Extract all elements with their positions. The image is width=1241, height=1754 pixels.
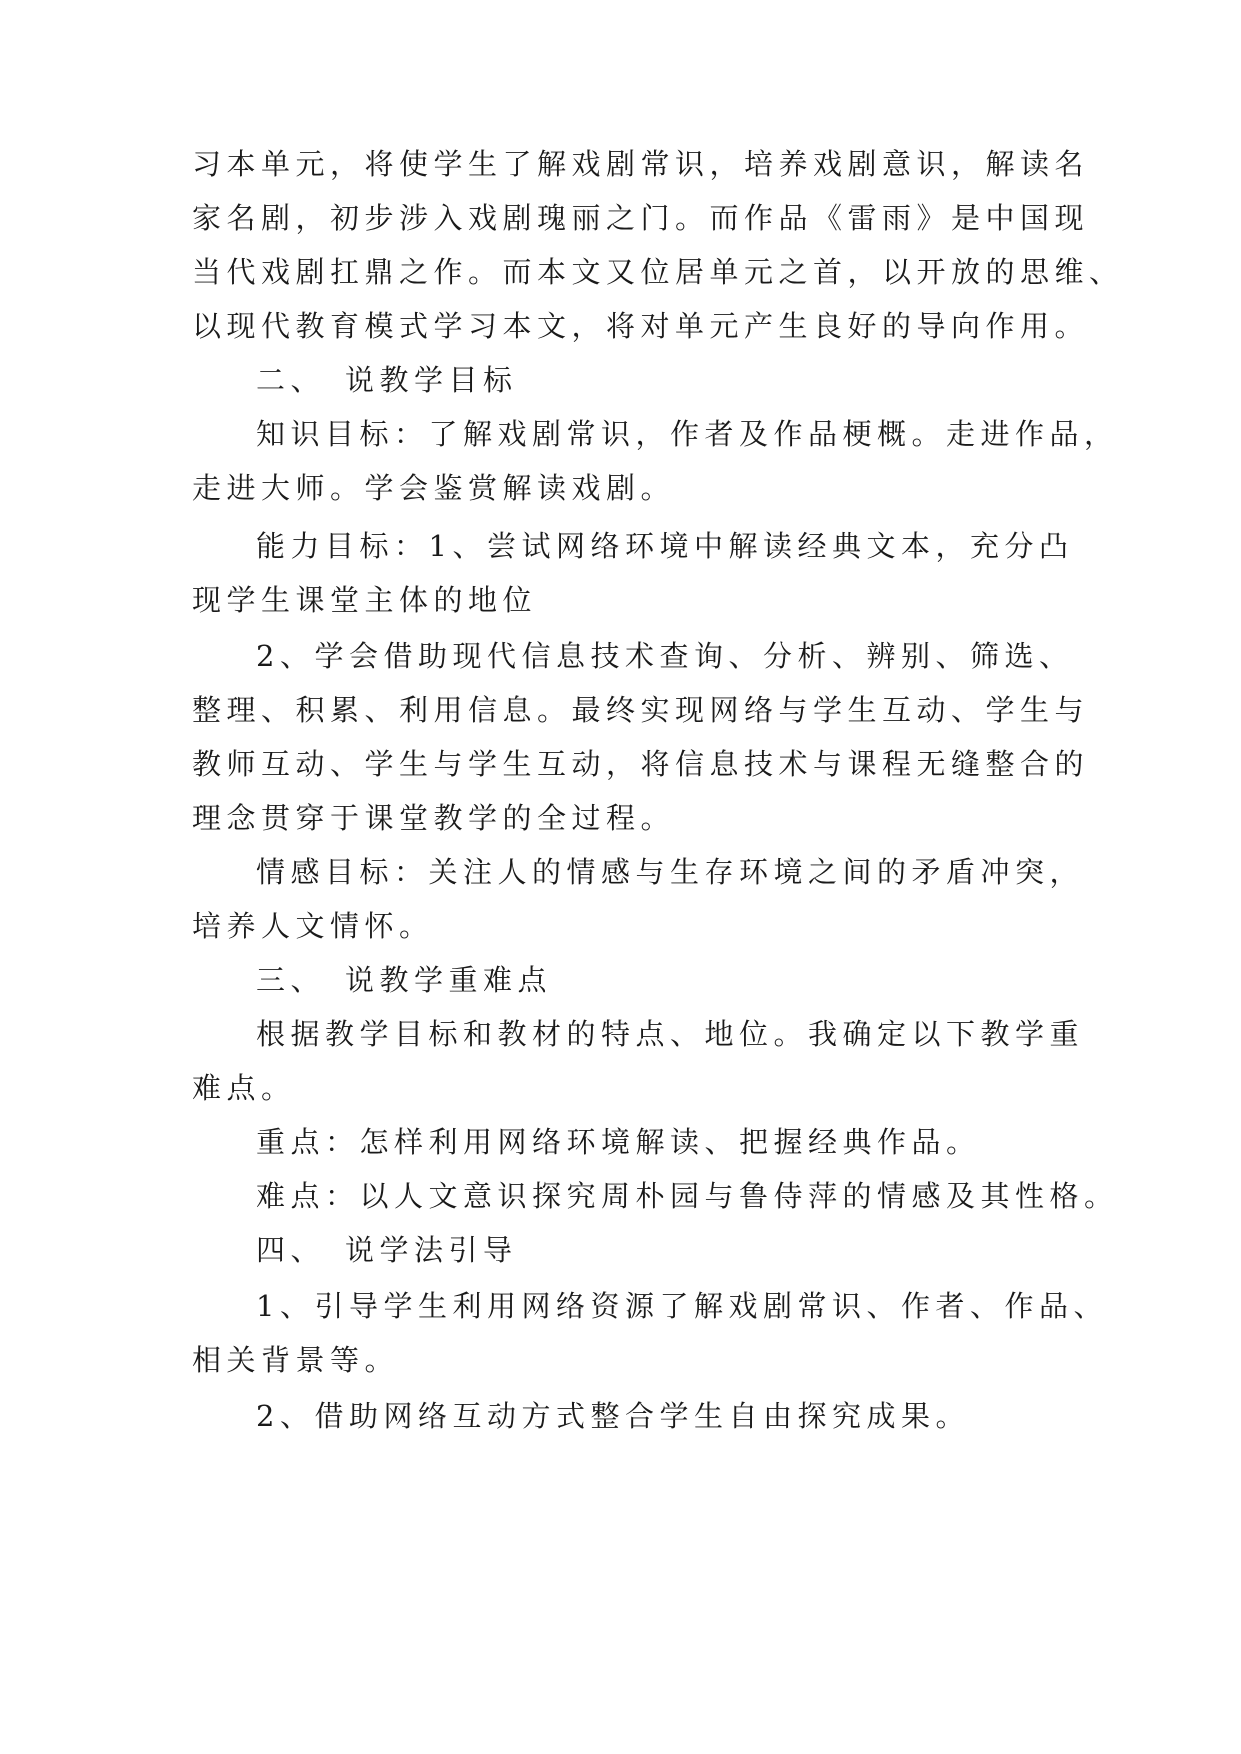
text-line: 难点：以人文意识探究周朴园与鲁侍萍的情感及其性格。: [256, 1179, 1119, 1213]
text-line: 重点：怎样利用网络环境解读、把握经典作品。: [256, 1125, 981, 1159]
section-heading: 二、 说教学目标: [256, 363, 518, 397]
text-line: 走进大师。学会鉴赏解读戏剧。: [192, 471, 676, 505]
text-line: 家名剧，初步涉入戏剧瑰丽之门。而作品《雷雨》是中国现: [192, 201, 1090, 235]
text-line: 培养人文情怀。: [192, 909, 434, 943]
text-line: 情感目标：关注人的情感与生存环境之间的矛盾冲突，: [256, 855, 1085, 889]
text-line: 现学生课堂主体的地位: [192, 583, 538, 617]
text-line: 以现代教育模式学习本文，将对单元产生良好的导向作用。: [192, 309, 1090, 343]
text-line: 相关背景等。: [192, 1343, 400, 1377]
section-heading: 四、 说学法引导: [256, 1233, 518, 1267]
text-line: 根据教学目标和教材的特点、地位。我确定以下教学重: [256, 1017, 1085, 1051]
text-line: 当代戏剧扛鼎之作。而本文又位居单元之首，以开放的思维、: [192, 255, 1124, 289]
text-line: 知识目标：了解戏剧常识，作者及作品梗概。走进作品，: [256, 417, 1119, 451]
text-line: 2、学会借助现代信息技术查询、分析、辨别、筛选、: [256, 639, 1074, 673]
text-line: 习本单元，将使学生了解戏剧常识，培养戏剧意识，解读名: [192, 147, 1090, 181]
text-line: 能力目标：1、尝试网络环境中解读经典文本，充分凸: [256, 529, 1074, 563]
text-line: 教师互动、学生与学生互动，将信息技术与课程无缝整合的: [192, 747, 1090, 781]
text-line: 难点。: [192, 1071, 296, 1105]
text-line: 2、借助网络互动方式整合学生自由探究成果。: [256, 1399, 970, 1433]
text-line: 1、引导学生利用网络资源了解戏剧常识、作者、作品、: [256, 1289, 1108, 1323]
text-line: 理念贯穿于课堂教学的全过程。: [192, 801, 676, 835]
text-line: 整理、积累、利用信息。最终实现网络与学生互动、学生与: [192, 693, 1090, 727]
section-heading: 三、 说教学重难点: [256, 963, 553, 997]
